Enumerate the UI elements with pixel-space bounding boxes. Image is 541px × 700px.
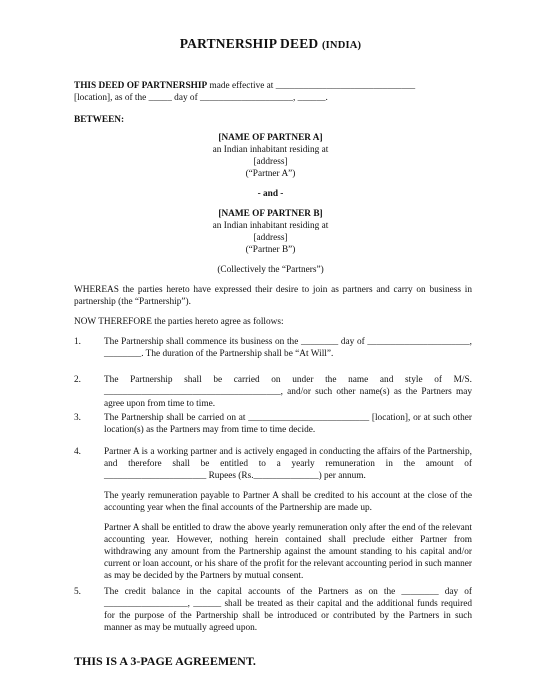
partner-a-name: [NAME OF PARTNER A]: [218, 133, 323, 143]
intro-lead: THIS DEED OF PARTNERSHIP: [74, 81, 208, 91]
clause-number: 2.: [74, 375, 81, 385]
partner-b-alias: (“Partner B”): [245, 245, 296, 255]
partner-b-desc: an Indian inhabitant residing at: [212, 221, 329, 231]
whereas-paragraph: WHEREAS the parties hereto have expressed their desire to join as partners and carry on business in partnership (the “Partnership”).: [74, 285, 472, 307]
title-main: PARTNERSHIP DEED: [179, 36, 319, 51]
partner-b-address: [address]: [253, 233, 288, 243]
document-title: [0, 36, 541, 52]
partner-a-desc: an Indian inhabitant residing at: [212, 145, 329, 155]
now-therefore-paragraph: NOW THEREFORE the parties hereto agree as follows:: [74, 317, 284, 327]
intro-line-2: [location], as of the _____ day of ____________________, ______.: [74, 93, 328, 103]
clause-number: 5.: [74, 587, 81, 597]
clause-text: The Partnership shall be carried on at __________________________ [location], or at such other location(s) as the Partners may from time to time decide.: [104, 413, 472, 435]
clause-text: Partner A shall be entitled to draw the above yearly remuneration only after the end of the relevant accounting year. However, nothing herein contained shall preclude either Partner from withdrawing any amount from the Partnership against the amount standing to his capital and/or current or loan account, or his share of the profit for the relevant accounting period in such manner as may be decided by the Partners by mutual consent.: [104, 523, 472, 581]
clause-text: The credit balance in the capital accounts of the Partners as on the ________ day of __________________, ______ shall be treated as their capital and the additional funds required for the purpose of the Partnership shall be introduced or contributed by the Partners in such manner as may be mutually agreed upon.: [104, 587, 472, 633]
clause-number: 4.: [74, 447, 81, 457]
between-heading: BETWEEN:: [74, 115, 125, 125]
clause-text: The Partnership shall be carried on under the name and style of M/S. ______________________________________, and/or such other name(s) as the Partners may agree upon from time to time.: [104, 375, 472, 409]
intro-line-1: [74, 80, 472, 92]
clause-text: Partner A is a working partner and is actively engaged in conducting the affairs of the Partnership, and therefore shall be entitled to a yearly remuneration in the amount of ______________________ Rupees (Rs.______________) per annum.: [104, 447, 472, 481]
page-count-notice: THIS IS A 3-PAGE AGREEMENT.: [74, 654, 256, 668]
clause-number: 3.: [74, 413, 81, 423]
clause-text: The yearly remuneration payable to Partner A shall be credited to his account at the close of the accounting year when the final accounts of the Partnership are made up.: [104, 491, 472, 513]
intro-rest: made effective at ______________________________: [207, 81, 416, 91]
partner-a-alias: (“Partner A”): [245, 169, 296, 179]
collectively-note: (Collectively the “Partners”): [217, 265, 324, 275]
clause-number: 1.: [74, 337, 81, 347]
and-separator: - and -: [257, 189, 284, 199]
partner-a-address: [address]: [253, 157, 288, 167]
partner-b-name: [NAME OF PARTNER B]: [218, 209, 323, 219]
clause-text: The Partnership shall commence its business on the ________ day of ______________________, ________. The duration of the Partnership shall be “At Will”.: [104, 337, 472, 359]
title-sub: (INDIA): [321, 40, 362, 51]
